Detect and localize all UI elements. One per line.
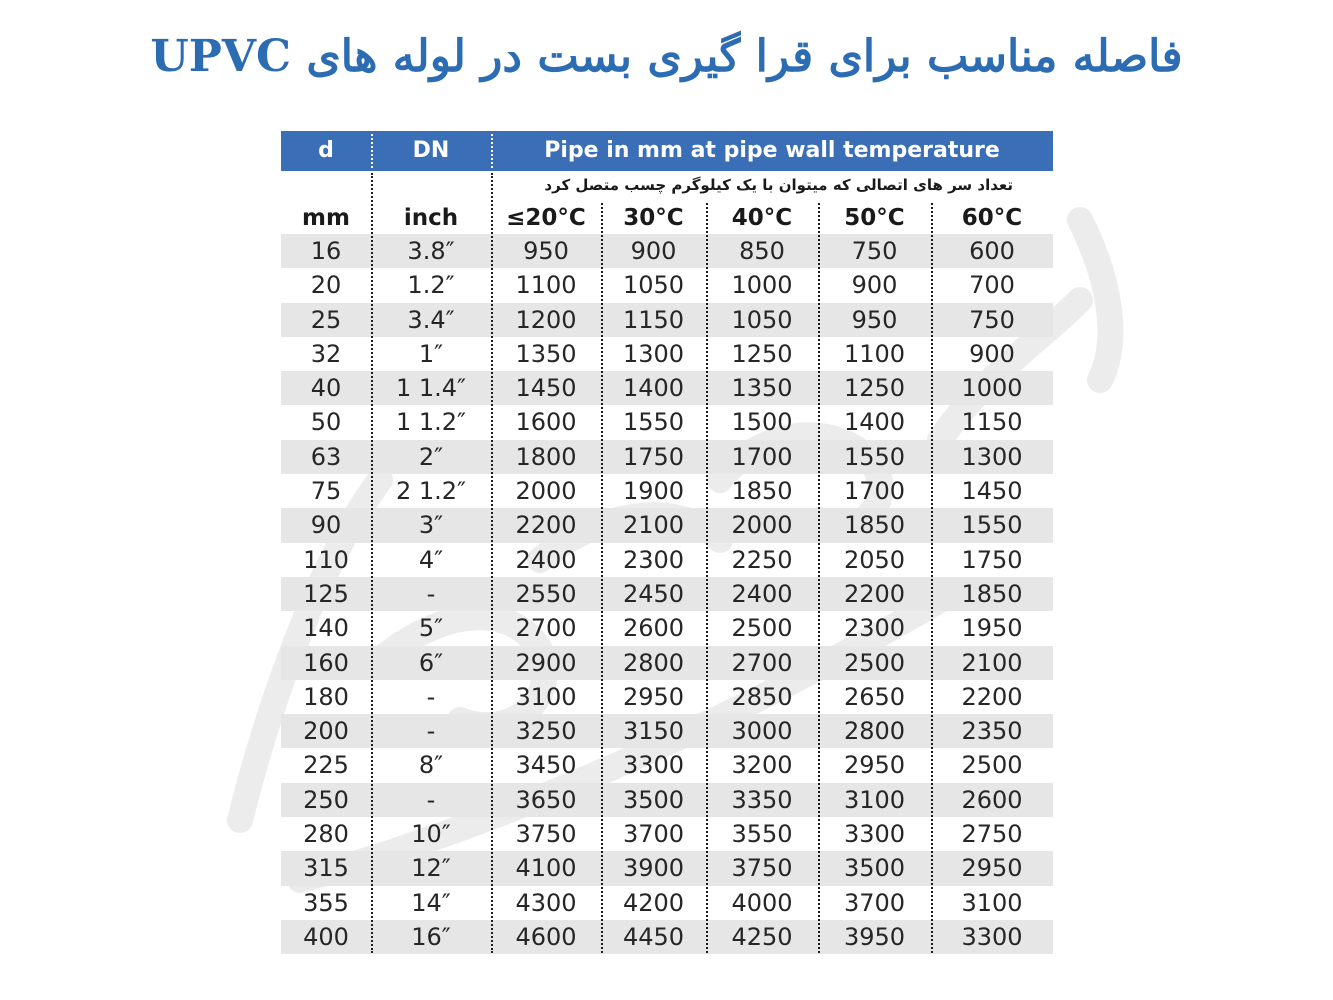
- cell-temp-30: 2100: [622, 511, 685, 540]
- cell-temp-20: 2900: [515, 648, 577, 677]
- cell-temp-60: 1750: [961, 545, 1023, 574]
- cell-temp-50: 1100: [843, 339, 906, 368]
- cell-temp-60: 2100: [961, 648, 1023, 677]
- page-title: فاصله مناسب برای قرا گیری بست در لوله های UPVC: [150, 31, 1183, 82]
- cell-d-mm: 32: [310, 339, 342, 368]
- cell-temp-40: 2500: [731, 614, 793, 643]
- cell-dn-inch: 6″: [418, 648, 444, 677]
- cell-temp-40: 3350: [731, 785, 793, 814]
- cell-d-mm: 75: [310, 477, 342, 506]
- cell-dn-inch: 12″: [411, 854, 451, 883]
- cell-temp-20: 4100: [515, 854, 577, 883]
- cell-temp-20: 1200: [515, 305, 577, 334]
- cell-temp-40: 1350: [731, 374, 793, 403]
- table-row: [281, 508, 1053, 542]
- header-dn: DN: [412, 138, 450, 163]
- cell-temp-30: 1550: [622, 408, 685, 437]
- cell-temp-50: 2050: [843, 545, 906, 574]
- cell-temp-50: 2650: [843, 682, 906, 711]
- cell-temp-50: 1700: [843, 477, 906, 506]
- cell-dn-inch: 3″: [418, 511, 444, 540]
- cell-d-mm: 63: [310, 442, 342, 471]
- cell-temp-60: 900: [969, 339, 1015, 368]
- cell-temp-50: 3700: [843, 888, 906, 917]
- cell-d-mm: 250: [303, 785, 349, 814]
- cell-temp-20: 2550: [515, 579, 577, 608]
- table-body: [281, 234, 1053, 954]
- table-row: [281, 543, 1053, 577]
- cell-temp-60: 1550: [961, 511, 1023, 540]
- cell-temp-20: 4300: [515, 888, 577, 917]
- cell-temp-30: 3500: [622, 785, 685, 814]
- cell-temp-30: 4450: [622, 922, 685, 951]
- cell-temp-50: 3950: [843, 922, 906, 951]
- cell-temp-30: 3700: [622, 820, 685, 849]
- cell-temp-40: 3750: [731, 854, 793, 883]
- table-row: [281, 646, 1053, 680]
- table-row: [281, 714, 1053, 748]
- table-row: [281, 748, 1053, 782]
- cell-dn-inch: 1 1.4″: [395, 374, 467, 403]
- cell-temp-60: 2200: [961, 682, 1023, 711]
- cell-temp-30: 2300: [622, 545, 685, 574]
- cell-temp-40: 2700: [731, 648, 793, 677]
- table-row: [281, 440, 1053, 474]
- cell-temp-60: 750: [969, 305, 1015, 334]
- cell-temp-30: 1300: [622, 339, 685, 368]
- cell-dn-inch: 16″: [411, 922, 451, 951]
- cell-dn-inch: 3.8″: [407, 237, 455, 265]
- cell-dn-inch: 1″: [418, 339, 444, 368]
- cell-d-mm: 20: [310, 271, 342, 300]
- cell-temp-50: 1250: [843, 374, 906, 403]
- cell-temp-40: 1700: [731, 442, 793, 471]
- cell-d-mm: 90: [310, 511, 342, 540]
- cell-temp-20: 2700: [515, 614, 577, 643]
- cell-dn-inch: 14″: [411, 888, 451, 917]
- cell-temp-40: 1050: [731, 305, 793, 334]
- table-row: [281, 680, 1053, 714]
- cell-temp-60: 1950: [961, 614, 1023, 643]
- cell-d-mm: 50: [310, 408, 342, 437]
- cell-temp-20: 1800: [515, 442, 577, 471]
- column-divider: [706, 203, 708, 953]
- cell-temp-40: 2250: [731, 545, 793, 574]
- cell-temp-30: 3150: [622, 717, 685, 746]
- cell-temp-30: 2800: [622, 648, 685, 677]
- column-divider: [601, 203, 603, 953]
- cell-temp-50: 1850: [843, 511, 906, 540]
- cell-temp-60: 2750: [961, 820, 1023, 849]
- cell-temp-20: 3450: [515, 751, 577, 780]
- cell-temp-30: 1400: [622, 374, 685, 403]
- table-row: [281, 611, 1053, 645]
- header-pipe-temperature: Pipe in mm at pipe wall temperature: [544, 138, 1000, 163]
- column-divider: [818, 203, 820, 953]
- cell-temp-30: 1050: [622, 271, 685, 300]
- cell-temp-20: 2400: [515, 545, 577, 574]
- unit-temp-30: 30°C: [623, 205, 684, 231]
- unit-temp-40: 40°C: [731, 205, 793, 231]
- cell-temp-20: 3250: [515, 717, 577, 746]
- cell-temp-40: 4250: [731, 922, 793, 951]
- cell-temp-50: 3500: [843, 854, 906, 883]
- cell-d-mm: 180: [303, 682, 349, 711]
- cell-temp-40: 1250: [731, 339, 793, 368]
- cell-temp-30: 2450: [622, 579, 685, 608]
- cell-temp-20: 2000: [515, 477, 577, 506]
- cell-d-mm: 40: [310, 374, 342, 403]
- cell-temp-60: 700: [969, 271, 1015, 300]
- cell-temp-40: 1500: [731, 408, 793, 437]
- unit-inch: inch: [403, 205, 459, 231]
- cell-temp-60: 1850: [961, 579, 1023, 608]
- cell-temp-50: 750: [851, 237, 898, 265]
- cell-temp-40: 3000: [731, 717, 793, 746]
- table-row: [281, 817, 1053, 851]
- column-divider: [931, 203, 933, 953]
- cell-temp-40: 2400: [731, 579, 793, 608]
- cell-dn-inch: 10″: [411, 820, 451, 849]
- cell-temp-40: 1850: [731, 477, 793, 506]
- cell-temp-50: 900: [851, 271, 898, 300]
- table-row: [281, 371, 1053, 405]
- cell-d-mm: 110: [303, 545, 349, 574]
- table-row: [281, 303, 1053, 337]
- cell-dn-inch: 3.4″: [407, 305, 455, 334]
- table-row: [281, 474, 1053, 508]
- cell-d-mm: 160: [303, 648, 349, 677]
- cell-temp-30: 4200: [622, 888, 685, 917]
- cell-d-mm: 200: [303, 717, 349, 746]
- cell-dn-inch: 2″: [418, 442, 444, 471]
- cell-temp-50: 2200: [843, 579, 906, 608]
- cell-dn-inch: -: [426, 785, 436, 814]
- cell-temp-20: 1100: [515, 271, 577, 300]
- cell-temp-30: 900: [630, 237, 677, 265]
- header-divider: [371, 134, 373, 168]
- cell-temp-40: 1000: [731, 271, 793, 300]
- cell-temp-30: 1150: [622, 305, 685, 334]
- table-row: [281, 920, 1053, 954]
- table-row: [281, 783, 1053, 817]
- cell-temp-50: 2500: [843, 648, 906, 677]
- cell-temp-20: 3750: [515, 820, 577, 849]
- cell-temp-20: 2200: [515, 511, 577, 540]
- unit-temp-60: 60°C: [961, 205, 1023, 231]
- header-divider: [491, 134, 493, 168]
- table-row: [281, 851, 1053, 885]
- cell-temp-60: 1450: [961, 477, 1023, 506]
- cell-temp-20: 950: [523, 237, 569, 265]
- cell-temp-30: 3300: [622, 751, 685, 780]
- unit-temp-50: 50°C: [844, 205, 905, 231]
- cell-temp-50: 2800: [843, 717, 906, 746]
- cell-temp-20: 4600: [515, 922, 577, 951]
- cell-temp-60: 1150: [961, 408, 1023, 437]
- table-row: [281, 405, 1053, 439]
- cell-temp-30: 2950: [622, 682, 685, 711]
- unit-temp-20: ≤20°C: [506, 205, 586, 231]
- cell-d-mm: 25: [310, 305, 342, 334]
- cell-temp-20: 3650: [515, 785, 577, 814]
- cell-d-mm: 140: [303, 614, 349, 643]
- cell-dn-inch: 5″: [418, 614, 444, 643]
- cell-d-mm: 315: [303, 854, 349, 883]
- cell-temp-50: 2300: [843, 614, 906, 643]
- table-row: [281, 577, 1053, 611]
- cell-d-mm: 16: [310, 237, 342, 265]
- table-row: [281, 234, 1053, 268]
- cell-temp-40: 2000: [731, 511, 793, 540]
- table-row: [281, 337, 1053, 371]
- cell-dn-inch: -: [426, 579, 436, 608]
- column-divider: [371, 173, 373, 953]
- table-row: [281, 268, 1053, 302]
- cell-temp-40: 3200: [731, 751, 793, 780]
- cell-temp-30: 3900: [622, 854, 685, 883]
- cell-temp-50: 1400: [843, 408, 906, 437]
- cell-d-mm: 225: [303, 751, 349, 780]
- cell-temp-40: 3550: [731, 820, 793, 849]
- cell-temp-40: 850: [739, 237, 785, 265]
- cell-temp-60: 600: [969, 237, 1015, 265]
- unit-mm: mm: [302, 205, 350, 231]
- cell-temp-60: 2600: [961, 785, 1023, 814]
- cell-dn-inch: 8″: [418, 751, 444, 780]
- column-divider: [491, 173, 493, 953]
- cell-temp-60: 1300: [961, 442, 1023, 471]
- cell-dn-inch: 4″: [418, 545, 444, 574]
- cell-temp-60: 2950: [961, 854, 1023, 883]
- cell-temp-40: 2850: [731, 682, 793, 711]
- cell-temp-30: 1900: [622, 477, 685, 506]
- cell-temp-30: 1750: [622, 442, 685, 471]
- cell-dn-inch: -: [426, 682, 436, 711]
- cell-d-mm: 355: [303, 888, 349, 917]
- cell-dn-inch: -: [426, 717, 436, 746]
- cell-temp-50: 1550: [843, 442, 906, 471]
- cell-temp-60: 3300: [961, 922, 1023, 951]
- cell-dn-inch: 1 1.2″: [395, 408, 467, 437]
- cell-temp-60: 3100: [961, 888, 1023, 917]
- cell-d-mm: 125: [303, 579, 349, 608]
- cell-dn-inch: 1.2″: [407, 271, 455, 300]
- cell-temp-60: 1000: [961, 374, 1023, 403]
- table-header-bar: [281, 131, 1053, 171]
- table-row: [281, 886, 1053, 920]
- cell-temp-50: 950: [851, 305, 898, 334]
- cell-temp-60: 2350: [961, 717, 1023, 746]
- cell-temp-20: 1350: [515, 339, 577, 368]
- cell-temp-50: 3300: [843, 820, 906, 849]
- header-d: d: [318, 138, 334, 163]
- cell-d-mm: 400: [303, 922, 349, 951]
- cell-temp-20: 1450: [515, 374, 577, 403]
- cell-temp-40: 4000: [731, 888, 793, 917]
- cell-temp-50: 2950: [843, 751, 906, 780]
- cell-dn-inch: 2 1.2″: [395, 477, 467, 506]
- persian-note: تعداد سر های اتصالی که میتوان با یک کیلوگرم چسب متصل کرد: [544, 176, 1013, 194]
- cell-temp-50: 3100: [843, 785, 906, 814]
- cell-d-mm: 280: [303, 820, 349, 849]
- cell-temp-20: 1600: [515, 408, 577, 437]
- cell-temp-30: 2600: [622, 614, 685, 643]
- cell-temp-60: 2500: [961, 751, 1023, 780]
- cell-temp-20: 3100: [515, 682, 577, 711]
